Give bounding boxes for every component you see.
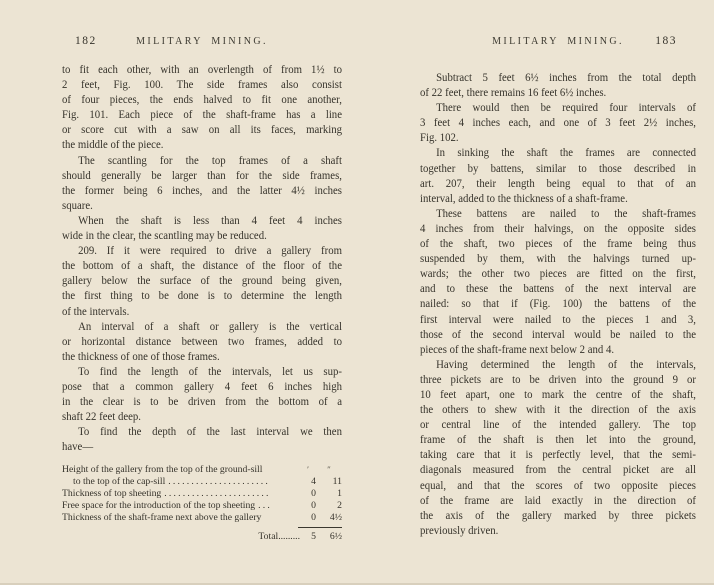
inches-value: 4½ [329,512,342,524]
left-page [62,36,342,543]
text-line: 2 feet, Fig. 100. The side frames also consist [62,79,342,92]
total-feet-value: 5 [311,530,316,542]
feet-value: 0 [311,488,316,500]
text-line: together by battens, similar to those described in [420,162,696,175]
text-line: those of the second interval would be nailed to the [420,328,696,341]
text-line: frame of the shaft is then let into the ground, [420,434,696,447]
text-line: interval, added to the thickness of a shaft-frame. [420,192,628,205]
text-line: 209. If it were required to drive a gallery from [78,245,342,258]
text-line: square. [62,199,93,212]
text-line: have— [62,441,94,454]
right-page-number: 183 [655,35,677,47]
text-line: Subtract 5 feet 6½ inches from the total depth [436,72,696,84]
right-page-header [420,36,696,51]
text-line: Having determined the length of the intervals, [436,358,696,371]
feet-value: 4 [311,476,316,488]
text-line: shaft 22 feet deep. [62,411,141,424]
text-line: previously driven. [420,524,499,537]
text-line: and to these the battens of the next interval are [420,283,696,296]
table-total-row [62,531,342,543]
text-line: To find the depth of the last interval we then [78,426,342,439]
table-row [62,500,342,512]
text-line: the others to shew with it the direction of the axis [420,404,696,417]
table-row [62,488,342,500]
paragraph [62,63,342,154]
text-line: should generally be larger than for the side frames, [62,169,342,182]
paragraph [420,358,696,539]
text-line: or central line of the intended gallery. The top [420,419,696,432]
text-line: of four pieces, the ends halved to fit one another, [62,94,342,107]
running-head-right: MILITARY MINING. [492,36,624,47]
text-line: taking care that it is perfectly level, that the semi- [420,449,696,462]
table-row [62,464,342,476]
right-page [420,36,696,539]
text-line: first interval were nailed to the pieces 1 and 3, [420,313,696,326]
paragraph [62,244,342,319]
running-head-left: MILITARY MINING. [136,36,268,47]
table-row-label: Thickness of top sheeting [62,488,162,500]
text-line: wards; the other two pieces are fitted on the first, [420,268,696,281]
paragraph [62,425,342,455]
text-line: The scantling for the top frames of a shaft [78,154,342,167]
text-line: the bottom of a shaft, the distance of the floor of the [62,260,342,273]
inches-mark: ″ [327,464,331,475]
depth-table [62,464,342,542]
feet-mark: ′ [307,464,309,475]
table-row-label: Free space for the introduction of the top sheeting [62,500,256,512]
left-page-number: 182 [75,35,97,47]
text-line: the first thing to be done is to determine the length [62,290,342,303]
dot-leader: ....................... [164,488,271,500]
text-line: or horizontal distance between two frames, added to [62,335,342,348]
paragraph [62,154,342,214]
text-line: of the frame are laid exactly in the direction of [420,494,696,507]
text-line: There would then be required four intervals of [436,102,696,115]
text-line: 3 feet 4 inches each, and one of 3 feet 2½ inches, [420,117,696,130]
text-line: nailed: so that if (Fig. 100) the battens of the [420,298,696,311]
paragraph [62,214,342,244]
text-line: These battens are nailed to the shaft-frames [436,207,696,220]
text-line: or score cut with a saw on all its faces, marking [62,124,342,137]
text-line: diagonals measured from the central picket are all [420,464,696,477]
inches-value: 2 [337,500,342,512]
left-page-header [62,36,342,51]
inches-value: 11 [332,476,342,488]
text-line: the thickness of one of those frames. [62,350,220,363]
text-line: In sinking the shaft the frames are connected [436,147,696,160]
text-line: in the clear is to be driven from the bottom of a [62,396,342,409]
text-line: When the shaft is less than 4 feet 4 inches [78,214,342,227]
text-line: pose that a common gallery 4 feet 6 inches high [62,380,342,393]
text-line: of 22 feet, there remains 16 feet 6½ inches. [420,87,607,100]
table-row-label: Height of the gallery from the top of the ground-sill [62,464,263,476]
paragraph [62,320,342,365]
text-line: the former being 6 inches, and the latter 4½ inches [62,184,342,197]
text-line: the middle of the piece. [62,139,164,152]
paragraph [420,71,696,101]
text-line: 10 feet apart, one to mark the centre of the shaft, [420,388,696,401]
text-line: 4 inches from their halvings, on the opposite sides [420,222,696,235]
text-line: art. 207, their length being equal to that of an [420,177,696,190]
table-row [62,476,342,488]
text-line: the axis of the gallery marked by three pickets [420,509,696,522]
paragraph [420,207,696,358]
inches-value: 1 [337,488,342,500]
text-line: of the shaft, two pieces of the frame being thus [420,238,696,251]
total-label: Total......... [258,530,300,542]
text-line: pieces of the shaft-frame next below 2 and 4. [420,343,615,356]
text-line: An interval of a shaft or gallery is the vertical [78,320,342,333]
table-row-label: Thickness of the shaft-frame next above the gallery [62,512,262,524]
text-line: wide in the clear, the scantling may be reduced. [62,230,267,243]
text-line: equal, and that the scores of two opposite pieces [420,479,696,492]
feet-value: 0 [311,512,316,524]
text-line: Fig. 101. Each piece of the shaft-frame has a line [62,109,342,122]
total-inches-value: 6½ [329,530,342,542]
total-rule [298,527,342,528]
text-line: of the intervals. [62,305,130,318]
dot-leader: ... [258,500,273,512]
text-line: suspended by them, with the halvings turned up- [420,253,696,266]
dot-leader: ...................... [168,476,270,488]
right-body-text [420,71,696,539]
left-body-text [62,63,342,455]
paragraph [62,365,342,425]
table-row [62,512,342,524]
paragraph [420,101,696,146]
text-line: gallery below the surface of the ground being given, [62,275,342,288]
text-line: Fig. 102. [420,132,459,145]
text-line: three pickets are to be driven into the ground 9 or [420,373,696,386]
paragraph [420,146,696,206]
text-line: to fit each other, with an overlength of from 1½ to [62,64,342,76]
table-row-label: to the top of the cap-sill [73,476,166,488]
text-line: To find the length of the intervals, let us sup- [78,365,342,378]
feet-value: 0 [311,500,316,512]
